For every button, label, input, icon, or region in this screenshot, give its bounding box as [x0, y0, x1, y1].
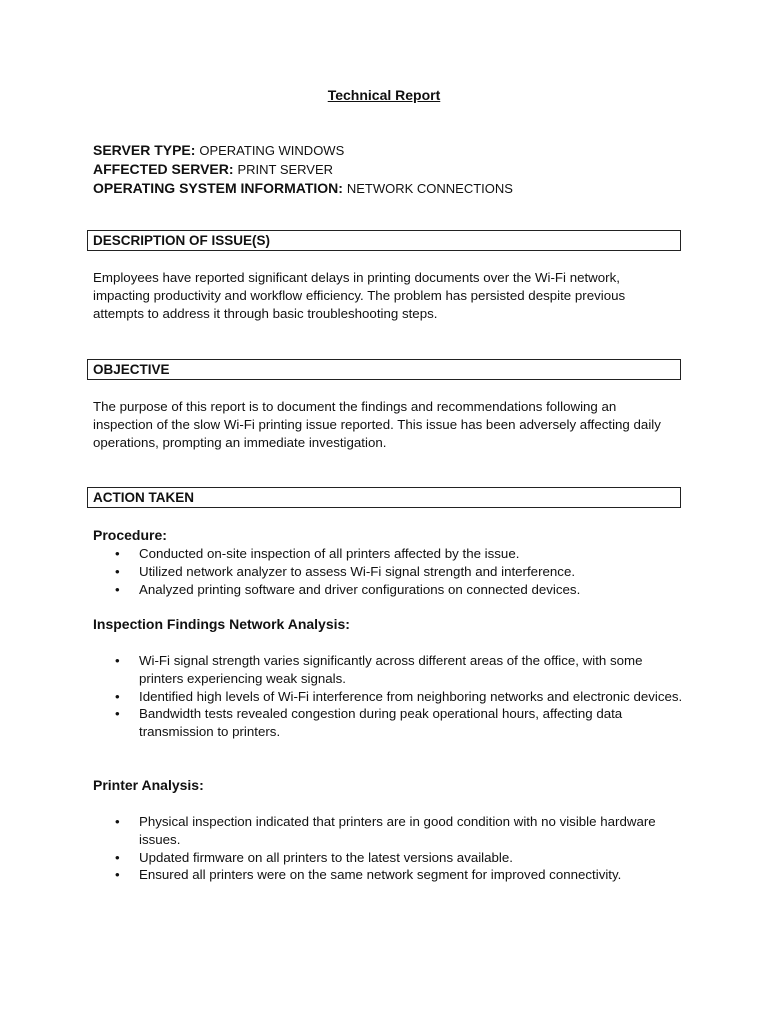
section-heading-action-taken: ACTION TAKEN	[87, 487, 681, 508]
list-item	[93, 849, 683, 867]
procedure-heading: Procedure:	[93, 527, 167, 543]
list-item	[93, 866, 683, 884]
bullet-glyph: •	[115, 849, 120, 865]
list-item-text: Utilized network analyzer to assess Wi-Fi signal strength and interference.	[139, 563, 576, 579]
meta-label: OPERATING SYSTEM INFORMATION:	[93, 180, 343, 196]
section-heading-description: DESCRIPTION OF ISSUE(S)	[87, 230, 681, 251]
description-paragraph: Employees have reported significant delays in printing documents over the Wi-Fi network, impacting productivity and workflow efficiency. The problem has persisted despite previous attempts to address it through basic troubleshooting steps.	[93, 270, 626, 321]
network-analysis-list	[93, 652, 683, 741]
meta-value: OPERATING WINDOWS	[199, 143, 345, 158]
list-item	[93, 652, 683, 688]
list-item-text: Wi-Fi signal strength varies significantly across different areas of the office, with some printers experiencing weak signals.	[139, 653, 643, 686]
bullet-glyph: •	[115, 653, 120, 668]
list-item-text: Physical inspection indicated that printers are in good condition with no visible hardware issues.	[139, 814, 656, 847]
bullet-glyph: •	[115, 814, 120, 829]
list-item-text: Identified high levels of Wi-Fi interference from neighboring networks and electronic devices.	[139, 688, 683, 704]
meta-row-affected-server	[93, 160, 513, 179]
bullet-glyph: •	[115, 867, 120, 883]
meta-row-os-info	[93, 179, 513, 198]
meta-label: AFFECTED SERVER:	[93, 161, 234, 177]
objective-paragraph: The purpose of this report is to document the findings and recommendations following an inspection of the slow Wi-Fi printing issue reported. This issue has been adversely affecting daily operations, prompting an immediate investigation.	[93, 399, 661, 450]
printer-analysis-list	[93, 813, 683, 884]
printer-analysis-heading: Printer Analysis:	[93, 777, 204, 793]
meta-label: SERVER TYPE:	[93, 142, 196, 158]
bullet-glyph: •	[115, 706, 120, 722]
bullet-glyph: •	[115, 546, 120, 561]
list-item-text: Conducted on-site inspection of all printers affected by the issue.	[139, 546, 520, 561]
meta-row-server-type	[93, 141, 513, 160]
procedure-list	[93, 545, 683, 598]
list-item	[93, 705, 683, 741]
meta-value: NETWORK CONNECTIONS	[346, 181, 513, 196]
list-item	[93, 581, 683, 599]
list-item-text: Analyzed printing software and driver configurations on connected devices.	[139, 581, 581, 597]
list-item-text: Bandwidth tests revealed congestion during peak operational hours, affecting data transmission to printers.	[139, 706, 623, 740]
meta-value: PRINT SERVER	[237, 162, 334, 177]
section-heading-objective: OBJECTIVE	[87, 359, 681, 380]
list-item	[93, 688, 683, 706]
list-item-text: Updated firmware on all printers to the latest versions available.	[139, 849, 513, 865]
bullet-glyph: •	[115, 688, 120, 704]
list-item	[93, 563, 683, 581]
bullet-glyph: •	[115, 563, 120, 579]
list-item	[93, 545, 683, 563]
bullet-glyph: •	[115, 581, 120, 597]
list-item-text: Ensured all printers were on the same network segment for improved connectivity.	[139, 867, 622, 883]
server-metadata	[93, 141, 513, 198]
list-item	[93, 813, 683, 849]
report-title: Technical Report	[327, 87, 441, 103]
network-analysis-heading: Inspection Findings Network Analysis:	[93, 616, 350, 632]
